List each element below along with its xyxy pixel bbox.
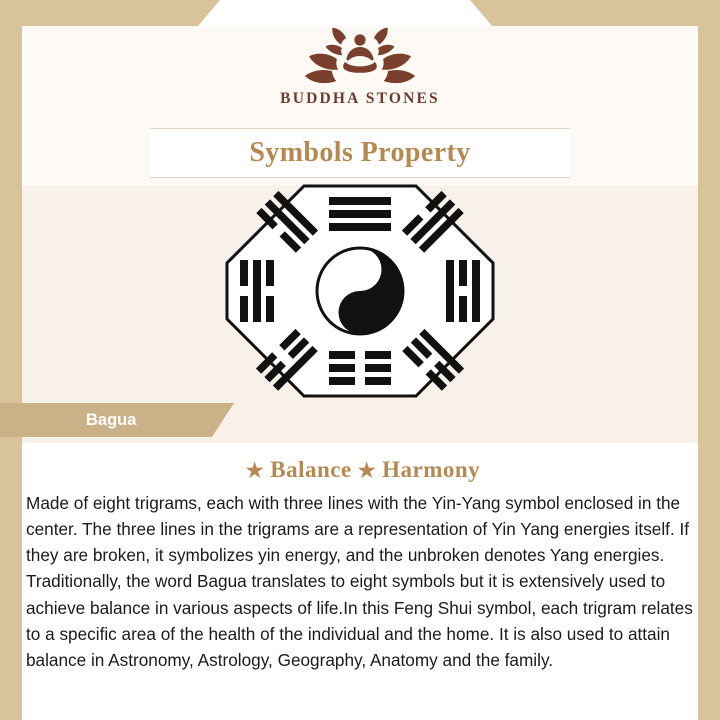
symbol-illustration <box>22 182 698 400</box>
symbol-name-ribbon <box>0 403 212 437</box>
bagua-yin-yang-icon <box>225 184 495 398</box>
symbol-name-label: Bagua <box>86 410 137 429</box>
description-block <box>22 443 698 720</box>
lotus-meditation-icon <box>285 26 435 88</box>
page-title-text: Symbols Property <box>249 137 471 168</box>
brand-logo <box>0 26 720 126</box>
top-right-band-notch <box>470 0 492 26</box>
top-left-band <box>0 0 198 26</box>
star-icon-left: ★ <box>245 460 265 482</box>
keyword-balance: Balance <box>270 457 352 482</box>
star-icon-middle: ★ <box>357 460 377 482</box>
ribbon-tail <box>212 403 234 437</box>
page-title <box>150 128 570 178</box>
keyword-harmony: Harmony <box>382 457 481 482</box>
top-right-band <box>492 0 720 26</box>
top-left-band-notch <box>198 0 220 26</box>
keywords-row <box>22 457 698 483</box>
description-text: Made of eight trigrams, each with three lines with the Yin-Yang symbol enclosed in the center. The three lines in the trigrams are a representation of Yin Yang energies itself. If they are broken, it symbolizes yin energy, and the unbroken denotes Yang energies. Traditionally, the word Bagua translates to eight symbols but it is extensively used to achieve balance in various aspects of life.In this Feng Shui symbol, each trigram relates to a specific area of the health of the individual and the home. It is also used to attain balance in Astronomy, Astrology, Geography, Anatomy and the family. <box>26 493 693 670</box>
brand-name: BUDDHA STONES <box>280 90 440 107</box>
